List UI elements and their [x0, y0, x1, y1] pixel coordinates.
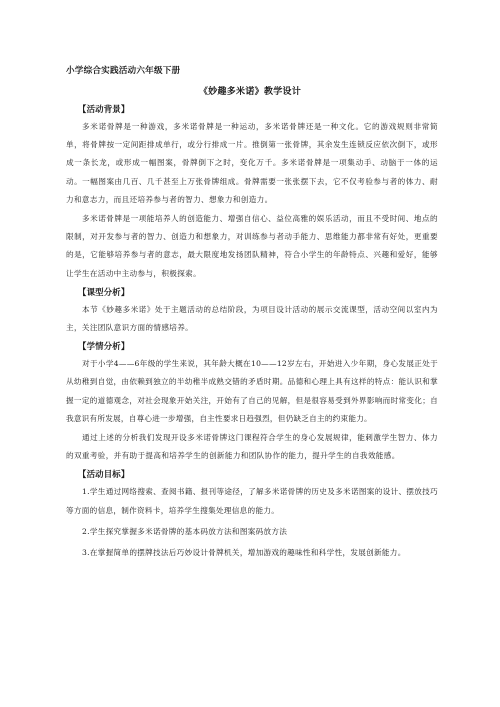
goal-item-2: 2.学生探究掌握多米诺骨牌的基本码放方法和图案码放方法 — [82, 526, 288, 536]
document-body — [66, 101, 438, 565]
goal-item-1: 1.学生通过网络搜索、查阅书籍、报刊等途径，了解多米诺骨牌的历史及多米诺图案的设计、摆放技巧等方面的信息，制作资料卡，培养学生搜集处理信息的能力。 — [66, 487, 438, 515]
background-paragraph-1: 多米诺骨牌是一种游戏，多米诺骨牌是一种运动，多米诺骨牌还是一种文化。它的游戏规则非常简单，将骨牌按一定间距排成单行，或分行排成一片。推倒第一张骨牌，其余发生连锁反应依次倒下，或形成一条长龙，或形成一幅图案，骨牌倒下之时，变化万千。多米诺骨牌是一项集动手、动脑于一体的运动。一幅图案由几百、几千甚至上万张骨牌组成。骨牌需要一张张摆下去，它不仅考验参与者的体力、耐力和意志力，而且还培养参与者的智力、想象力和创造力。 — [66, 122, 438, 204]
course-analysis-paragraph: 本节《妙趣多米诺》处于主题活动的总结阶段，为项目设计活动的展示交流课型，活动空间以室内为主，关注团队意识方面的情感培养。 — [66, 304, 438, 333]
section-heading-goals: 【活动目标】 — [78, 469, 130, 480]
section-heading-course-analysis: 【课型分析】 — [78, 286, 130, 297]
section-heading-student-analysis: 【学情分析】 — [78, 341, 130, 352]
document-title: 《妙趣多米诺》教学设计 — [198, 87, 302, 97]
background-paragraph-2: 多米诺骨牌是一项能培养人的创造能力、增强自信心、益位高雅的娱乐活动，而且不受时间、地点的限制，对开发参与者的智力、创造力和想象力，对训练参与者动手能力、思维能力都非常有好处，更重要的是，它能够培养参与者的意志，最大限度地发扬团队精神，符合小学生的年龄特点、兴趣和爱好，能够让学生在活动中主动参与，积极探索。 — [66, 214, 438, 278]
course-label: 小学综合实践活动六年级下册 — [66, 66, 181, 76]
goal-item-3: 3.在掌握简单的摆牌技法后巧妙设计骨牌机关，增加游戏的趣味性和科学性，发展创新能力。 — [82, 548, 406, 558]
student-analysis-paragraph-1: 对于小学4——6年级的学生来说，其年龄大概在10——12岁左右，开始进入少年期，身心发展正处于从幼稚到自觉，由依赖到独立的半幼稚半成熟交错的矛盾时期。品德和心理上具有这样的特点：能认识和掌握一定的道德观念，对社会现象开始关注，开始有了自己的见解，但是很容易受到外界影响而时常变化；自我意识有所发展，自尊心进一步增强，自主性要求日趋强烈，但仍缺乏自主的约束能力。 — [66, 359, 438, 423]
student-analysis-paragraph-2: 通过上述的分析我们发现开设多米诺骨牌这门课程符合学生的身心发展规律，能刺激学生智力、体力的双重考验，并有助于提高和培养学生的创新能力和团队协作的能力，提升学生的自我效能感。 — [66, 433, 438, 461]
section-heading-background: 【活动背景】 — [78, 104, 130, 114]
